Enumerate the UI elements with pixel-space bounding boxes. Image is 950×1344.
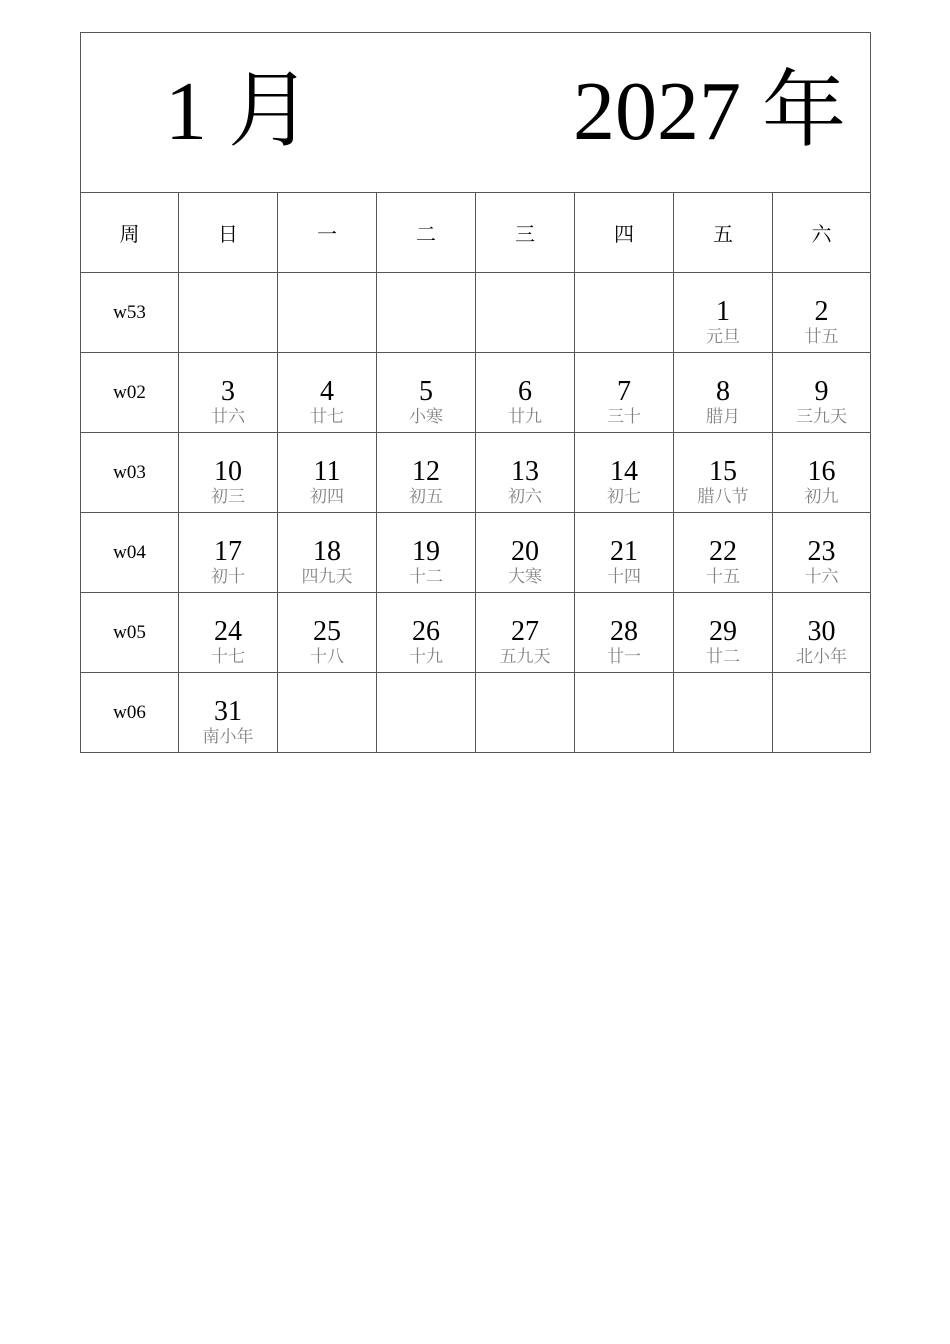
day-number: 28 bbox=[610, 616, 638, 647]
weekday-tue: 二 bbox=[377, 193, 476, 273]
lunar-date: 三十 bbox=[607, 407, 641, 427]
day-number: 13 bbox=[511, 456, 539, 487]
week-row bbox=[81, 673, 871, 753]
calendar-header bbox=[81, 33, 871, 193]
day-cell bbox=[773, 433, 871, 513]
day-number: 20 bbox=[511, 536, 539, 567]
week-number-cell bbox=[81, 593, 179, 673]
lunar-date: 廿五 bbox=[804, 327, 839, 347]
week-number-cell bbox=[81, 673, 179, 753]
day-cell bbox=[674, 593, 773, 673]
lunar-date: 廿九 bbox=[508, 407, 542, 427]
empty-day-cell bbox=[476, 673, 575, 753]
day-cell bbox=[773, 593, 871, 673]
calendar-header-row bbox=[81, 33, 871, 193]
empty-day-cell bbox=[773, 673, 871, 753]
lunar-date: 十四 bbox=[607, 567, 641, 587]
lunar-date: 初七 bbox=[607, 487, 641, 507]
weekday-fri: 五 bbox=[674, 193, 773, 273]
day-number: 18 bbox=[313, 536, 341, 567]
weekday-mon: 一 bbox=[278, 193, 377, 273]
day-number: 29 bbox=[709, 616, 737, 647]
day-cell bbox=[575, 353, 674, 433]
lunar-date: 南小年 bbox=[202, 727, 254, 747]
day-cell bbox=[278, 513, 377, 593]
day-cell bbox=[476, 353, 575, 433]
lunar-date: 小寒 bbox=[409, 407, 443, 427]
day-cell bbox=[674, 433, 773, 513]
lunar-date: 廿七 bbox=[310, 407, 344, 427]
day-cell bbox=[575, 433, 674, 513]
lunar-date: 四九天 bbox=[301, 567, 353, 587]
week-number-cell bbox=[81, 433, 179, 513]
weekday-week-label: 周 bbox=[81, 193, 179, 273]
week-number: w06 bbox=[113, 702, 146, 723]
lunar-date: 初三 bbox=[211, 487, 245, 507]
week-number-cell bbox=[81, 273, 179, 353]
calendar-table bbox=[80, 32, 871, 753]
empty-day-cell bbox=[476, 273, 575, 353]
weeks-body bbox=[81, 273, 871, 753]
day-number: 12 bbox=[412, 456, 440, 487]
day-number: 11 bbox=[313, 456, 341, 487]
day-cell bbox=[179, 433, 278, 513]
day-cell bbox=[179, 673, 278, 753]
lunar-date: 初五 bbox=[409, 487, 443, 507]
day-number: 10 bbox=[214, 456, 242, 487]
day-cell bbox=[674, 353, 773, 433]
week-number: w05 bbox=[113, 622, 146, 643]
empty-day-cell bbox=[575, 273, 674, 353]
day-cell bbox=[377, 433, 476, 513]
lunar-date: 十八 bbox=[310, 647, 344, 667]
day-cell bbox=[278, 353, 377, 433]
day-number: 22 bbox=[709, 536, 737, 567]
day-number: 14 bbox=[610, 456, 638, 487]
week-row bbox=[81, 593, 871, 673]
day-cell bbox=[179, 513, 278, 593]
weekday-sun: 日 bbox=[179, 193, 278, 273]
lunar-date: 廿二 bbox=[706, 647, 740, 667]
empty-day-cell bbox=[278, 273, 377, 353]
day-number: 4 bbox=[320, 376, 334, 407]
day-cell bbox=[278, 433, 377, 513]
day-cell bbox=[575, 593, 674, 673]
weekday-wed: 三 bbox=[476, 193, 575, 273]
day-number: 9 bbox=[814, 376, 829, 407]
day-number: 15 bbox=[709, 456, 737, 487]
lunar-date: 三九天 bbox=[796, 407, 847, 427]
day-cell bbox=[575, 513, 674, 593]
lunar-date: 十五 bbox=[706, 567, 740, 587]
week-row bbox=[81, 273, 871, 353]
lunar-date: 五九天 bbox=[499, 647, 551, 667]
day-number: 2 bbox=[814, 296, 829, 327]
day-cell bbox=[773, 353, 871, 433]
day-number: 27 bbox=[511, 616, 539, 647]
lunar-date: 腊八节 bbox=[697, 487, 749, 507]
week-number-cell bbox=[81, 513, 179, 593]
week-row bbox=[81, 513, 871, 593]
day-number: 17 bbox=[214, 536, 242, 567]
week-row bbox=[81, 433, 871, 513]
day-cell bbox=[773, 513, 871, 593]
day-cell bbox=[377, 593, 476, 673]
empty-day-cell bbox=[674, 673, 773, 753]
day-cell bbox=[476, 433, 575, 513]
day-number: 7 bbox=[617, 376, 631, 407]
day-number: 30 bbox=[807, 616, 836, 647]
lunar-date: 腊月 bbox=[706, 407, 740, 427]
day-number: 19 bbox=[412, 536, 440, 567]
lunar-date: 初九 bbox=[804, 487, 839, 507]
lunar-date: 元旦 bbox=[706, 327, 740, 347]
week-number: w53 bbox=[113, 302, 146, 323]
day-number: 16 bbox=[807, 456, 836, 487]
day-number: 3 bbox=[221, 376, 235, 407]
day-number: 24 bbox=[214, 616, 242, 647]
day-number: 26 bbox=[412, 616, 440, 647]
year-title: 2027 年 bbox=[572, 65, 846, 158]
lunar-date: 大寒 bbox=[508, 567, 542, 587]
lunar-date: 十二 bbox=[409, 567, 443, 587]
lunar-date: 廿六 bbox=[211, 407, 245, 427]
empty-day-cell bbox=[575, 673, 674, 753]
lunar-date: 十九 bbox=[409, 647, 443, 667]
week-number: w03 bbox=[113, 462, 146, 483]
day-cell bbox=[476, 593, 575, 673]
empty-day-cell bbox=[278, 673, 377, 753]
day-cell bbox=[278, 593, 377, 673]
day-cell bbox=[476, 513, 575, 593]
lunar-date: 十六 bbox=[804, 567, 839, 587]
week-number: w04 bbox=[113, 542, 146, 563]
weekday-sat: 六 bbox=[773, 193, 871, 273]
day-cell bbox=[179, 353, 278, 433]
empty-day-cell bbox=[377, 673, 476, 753]
day-number: 6 bbox=[518, 376, 532, 407]
day-cell bbox=[377, 513, 476, 593]
day-cell bbox=[674, 513, 773, 593]
lunar-date: 初六 bbox=[508, 487, 542, 507]
week-number-cell bbox=[81, 353, 179, 433]
day-cell bbox=[377, 353, 476, 433]
month-title: 1 月 bbox=[165, 65, 313, 158]
lunar-date: 初四 bbox=[310, 487, 344, 507]
lunar-date: 北小年 bbox=[796, 647, 847, 667]
day-number: 21 bbox=[610, 536, 638, 567]
day-cell bbox=[674, 273, 773, 353]
day-number: 25 bbox=[313, 616, 341, 647]
lunar-date: 初十 bbox=[211, 567, 245, 587]
day-cell bbox=[179, 593, 278, 673]
lunar-date: 十七 bbox=[211, 647, 245, 667]
day-number: 5 bbox=[419, 376, 433, 407]
day-number: 8 bbox=[716, 376, 730, 407]
lunar-date: 廿一 bbox=[607, 647, 641, 667]
day-cell bbox=[773, 273, 871, 353]
weekday-thu: 四 bbox=[575, 193, 674, 273]
empty-day-cell bbox=[377, 273, 476, 353]
week-number: w02 bbox=[113, 382, 146, 403]
week-row bbox=[81, 353, 871, 433]
day-number: 31 bbox=[214, 696, 242, 727]
empty-day-cell bbox=[179, 273, 278, 353]
weekday-header-row bbox=[81, 193, 871, 273]
day-number: 23 bbox=[807, 536, 836, 567]
day-number: 1 bbox=[716, 296, 730, 327]
